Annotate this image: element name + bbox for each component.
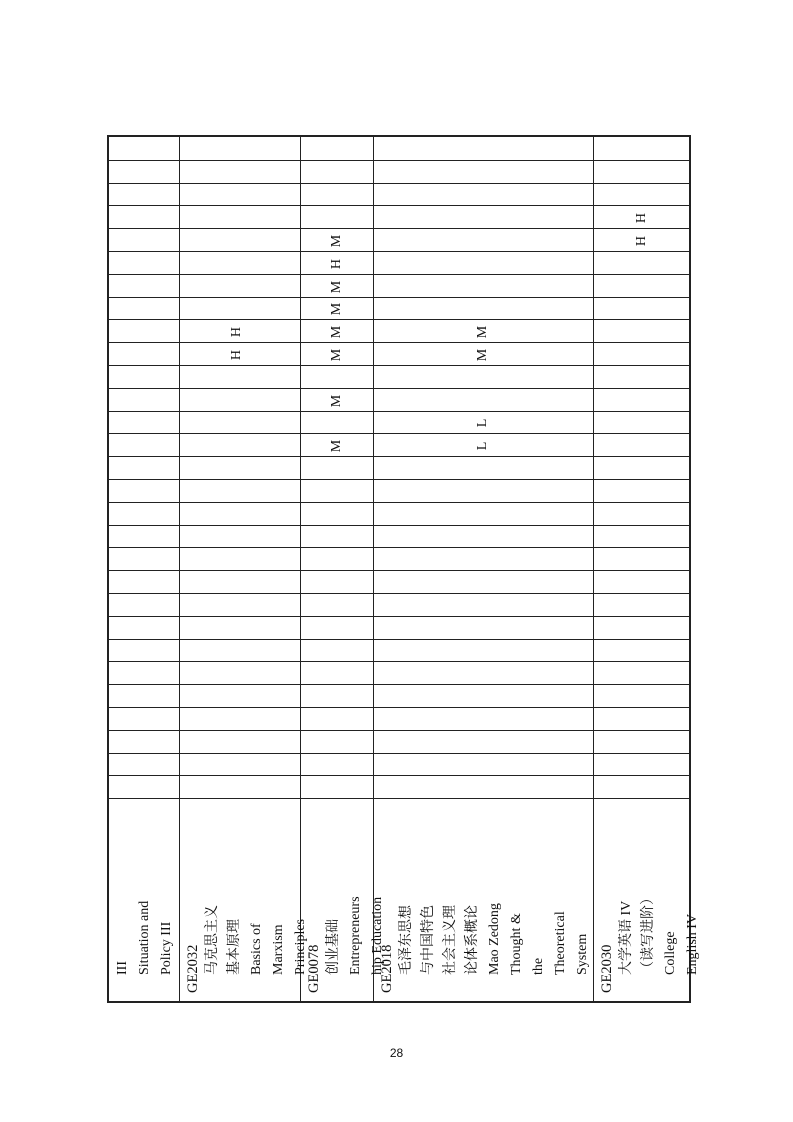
rating-mark: M: [329, 439, 344, 453]
page-number: 28: [389, 1046, 404, 1060]
rating-mark: M: [329, 280, 344, 294]
course-name-line: Basics of: [249, 923, 264, 975]
course-name-line: 基本原理: [227, 919, 242, 975]
row-divider: [109, 775, 689, 776]
course-name-line: 创业基础: [326, 919, 341, 975]
course-name-line: Mao Zedong: [487, 903, 502, 975]
row-divider: [109, 297, 689, 298]
course-name-line: Theoretical: [553, 911, 568, 975]
row-divider: [109, 274, 689, 275]
course-name-line: 马克思主义: [205, 905, 220, 975]
course-name-line: College: [663, 931, 678, 975]
rating-mark: M: [329, 348, 344, 362]
course-name-line: English IV: [685, 913, 700, 975]
rating-mark: L: [475, 418, 490, 428]
course-code: GE2032: [185, 944, 201, 993]
rating-mark: M: [329, 325, 344, 339]
row-divider: [109, 639, 689, 640]
row-divider: [109, 684, 689, 685]
course-name-line: 社会主义理: [443, 905, 458, 975]
course-name-line: hip Education: [370, 896, 385, 975]
rating-mark: M: [475, 325, 490, 339]
row-divider: [109, 502, 689, 503]
course-name-line: 论体系概论: [465, 905, 480, 975]
course-matrix-table: [107, 135, 700, 1003]
row-divider: [109, 753, 689, 754]
course-name-line: Situation and: [137, 900, 152, 975]
row-divider: [109, 479, 689, 480]
rating-mark: H: [329, 258, 344, 270]
row-divider: [109, 365, 689, 366]
row-divider: [109, 661, 689, 662]
course-name-line: Thought &: [509, 913, 524, 975]
row-divider: [109, 707, 689, 708]
rating-mark: M: [329, 302, 344, 316]
rating-mark: L: [475, 441, 490, 451]
course-name-line: Marxism: [271, 924, 286, 975]
row-divider: [109, 616, 689, 617]
rating-mark: M: [329, 234, 344, 248]
course-name-line: 大学英语 IV: [619, 900, 634, 975]
rating-mark: M: [329, 394, 344, 408]
row-divider: [109, 547, 689, 548]
course-name-line: Entrepreneurs: [348, 896, 363, 975]
row-divider: [109, 319, 689, 320]
row-divider: [109, 228, 689, 229]
row-divider: [109, 388, 689, 389]
course-name-line: 毛泽东思想: [399, 905, 414, 975]
row-divider: [109, 456, 689, 457]
row-divider: [109, 570, 689, 571]
row-divider: [109, 205, 689, 206]
course-name-line: the: [531, 957, 546, 975]
rating-mark: H: [634, 235, 649, 247]
course-name-line: III: [115, 961, 130, 975]
rating-mark: H: [229, 349, 244, 361]
rating-mark: H: [229, 326, 244, 338]
course-name-line: Principles: [293, 919, 308, 975]
course-code: GE2018: [379, 944, 395, 993]
rating-mark: M: [475, 348, 490, 362]
column-divider: [593, 137, 594, 1001]
row-divider: [109, 433, 689, 434]
course-name-line: （读写进阶）: [641, 891, 656, 975]
row-divider: [109, 525, 689, 526]
row-divider: [109, 593, 689, 594]
row-divider: [109, 160, 689, 161]
rating-mark: H: [634, 212, 649, 224]
course-name-line: 与中国特色: [421, 905, 436, 975]
row-divider: [109, 798, 689, 799]
course-name-line: Policy III: [159, 921, 174, 975]
row-divider: [109, 251, 689, 252]
course-code: GE0078: [306, 944, 322, 993]
column-divider: [179, 137, 180, 1001]
course-name-line: System: [575, 933, 590, 975]
row-divider: [109, 342, 689, 343]
row-divider: [109, 411, 689, 412]
row-divider: [109, 730, 689, 731]
course-code: GE2030: [599, 944, 615, 993]
row-divider: [109, 183, 689, 184]
